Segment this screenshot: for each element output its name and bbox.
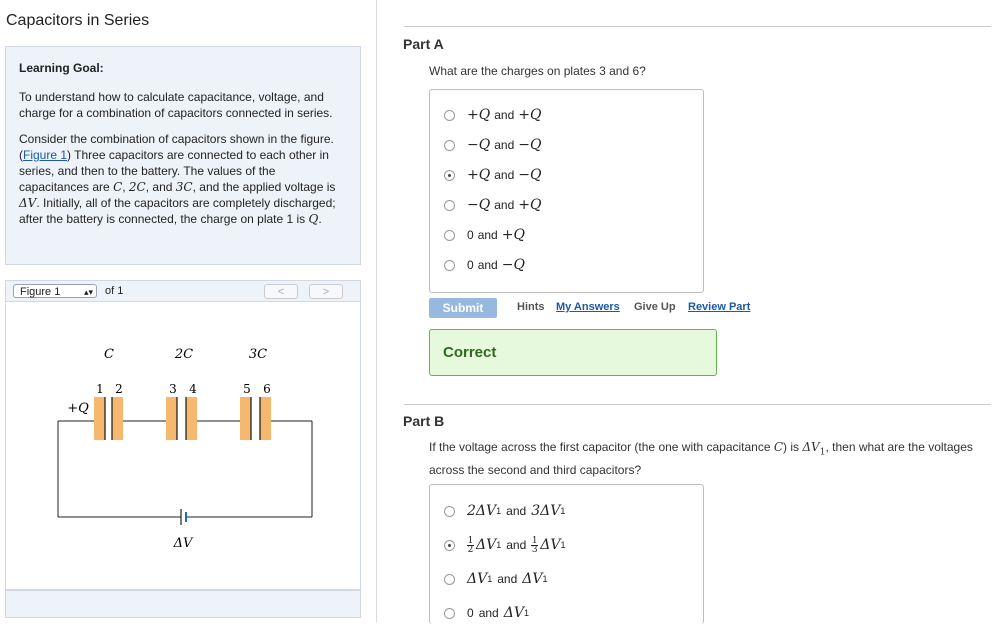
plate-6 bbox=[260, 397, 271, 440]
radio-button[interactable] bbox=[444, 200, 455, 211]
part-a-choice[interactable]: 0 and +Q bbox=[444, 226, 525, 244]
plate-1 bbox=[94, 397, 105, 440]
review-part-link[interactable]: Review Part bbox=[688, 301, 751, 313]
figure-count: of 1 bbox=[105, 285, 124, 297]
page-title: Capacitors in Series bbox=[6, 12, 150, 29]
figure-select[interactable]: Figure 1 ▴▾ bbox=[13, 284, 97, 298]
part-b-question: If the voltage across the first capacitor (the one with capacitance C) is $\Delta V_1$, then what are the voltages across the second and third capacitors? bbox=[429, 440, 973, 478]
plate-4 bbox=[186, 397, 197, 440]
fraction: $\frac{1}{3}$ bbox=[531, 535, 538, 555]
learning-goal-text: To understand how to calculate capacitance, voltage, and charge for a combination of capacitors connected in series. bbox=[19, 90, 333, 120]
part-a-title: Part A bbox=[403, 36, 444, 52]
plate-label-6: 6 bbox=[263, 382, 271, 396]
plate-label-2: 2 bbox=[115, 382, 123, 396]
circuit-diagram bbox=[6, 302, 360, 590]
part-a-question: What are the charges on plates 3 and 6? bbox=[429, 64, 646, 78]
radio-button[interactable] bbox=[444, 230, 455, 241]
divider bbox=[404, 26, 991, 27]
next-figure-button[interactable]: > bbox=[309, 284, 343, 299]
charge-label: +Q bbox=[67, 401, 89, 416]
part-b-choice[interactable]: 2ΔV 1 and 3ΔV 1 bbox=[444, 502, 565, 520]
figure-nav-bar bbox=[5, 280, 361, 302]
radio-button[interactable] bbox=[444, 110, 455, 121]
radio-button[interactable] bbox=[444, 608, 455, 619]
part-b-choice[interactable]: ΔV 1 and ΔV 1 bbox=[444, 570, 548, 588]
part-a-choice[interactable]: +Q and +Q bbox=[444, 106, 541, 124]
part-a-choice[interactable]: +Q and −Q bbox=[444, 166, 541, 184]
prev-figure-button[interactable]: < bbox=[264, 284, 298, 299]
radio-button[interactable] bbox=[444, 140, 455, 151]
select-arrows-icon: ▴▾ bbox=[83, 287, 93, 297]
cap-label-2C: 2C bbox=[174, 347, 194, 362]
hints-link[interactable]: Hints bbox=[517, 301, 545, 313]
cap-label-C: C bbox=[104, 347, 114, 362]
part-b-title: Part B bbox=[403, 413, 445, 429]
part-b-choices bbox=[429, 484, 704, 624]
fraction: $\frac{1}{2}$ bbox=[467, 535, 474, 555]
learning-goal-description: Consider the combination of capacitors shown in the figure.(Figure 1) Three capacitors are connected to each other in series, and then to the battery. The values of the capacitances are C, 2C, and 3C, and the applied voltage is ΔV. Initially, all of the capacitors are completely discharged; after the battery is connected, the charge on plate 1 is Q. bbox=[19, 132, 336, 226]
figure-area bbox=[5, 302, 361, 590]
my-answers-link[interactable]: My Answers bbox=[556, 301, 620, 313]
correct-feedback: Correct bbox=[429, 329, 717, 376]
give-up-link[interactable]: Give Up bbox=[634, 301, 676, 313]
part-a-choice[interactable]: −Q and +Q bbox=[444, 196, 541, 214]
left-panel bbox=[0, 0, 377, 622]
submit-button[interactable]: Submit bbox=[429, 298, 497, 318]
part-b-choice[interactable]: 0 and ΔV 1 bbox=[444, 604, 529, 622]
part-a-choices bbox=[429, 89, 704, 293]
figure-1-link[interactable]: Figure 1 bbox=[23, 148, 68, 162]
plate-3 bbox=[166, 397, 177, 440]
radio-button[interactable] bbox=[444, 506, 455, 517]
figure-footer bbox=[5, 590, 361, 618]
plate-label-3: 3 bbox=[169, 382, 177, 396]
learning-goal-heading: Learning Goal: bbox=[19, 61, 104, 75]
plate-label-4: 4 bbox=[189, 382, 197, 396]
radio-button[interactable] bbox=[444, 260, 455, 271]
plate-5 bbox=[240, 397, 251, 440]
learning-goal-box bbox=[5, 46, 361, 265]
divider bbox=[404, 404, 991, 405]
radio-button[interactable] bbox=[444, 170, 455, 181]
cap-label-3C: 3C bbox=[248, 347, 268, 362]
plate-label-5: 5 bbox=[243, 382, 251, 396]
plate-2 bbox=[112, 397, 123, 440]
part-a-choice[interactable]: 0 and −Q bbox=[444, 256, 525, 274]
radio-button[interactable] bbox=[444, 574, 455, 585]
part-b-choice[interactable]: $\frac{1}{2}$ ΔV 1 and $\frac{1}{3}$ ΔV 1 bbox=[444, 536, 566, 554]
battery-label: ΔV bbox=[173, 536, 193, 551]
part-a-choice[interactable]: −Q and −Q bbox=[444, 136, 541, 154]
plate-label-1: 1 bbox=[96, 382, 104, 396]
right-panel bbox=[377, 0, 1001, 622]
radio-button[interactable] bbox=[444, 540, 455, 551]
